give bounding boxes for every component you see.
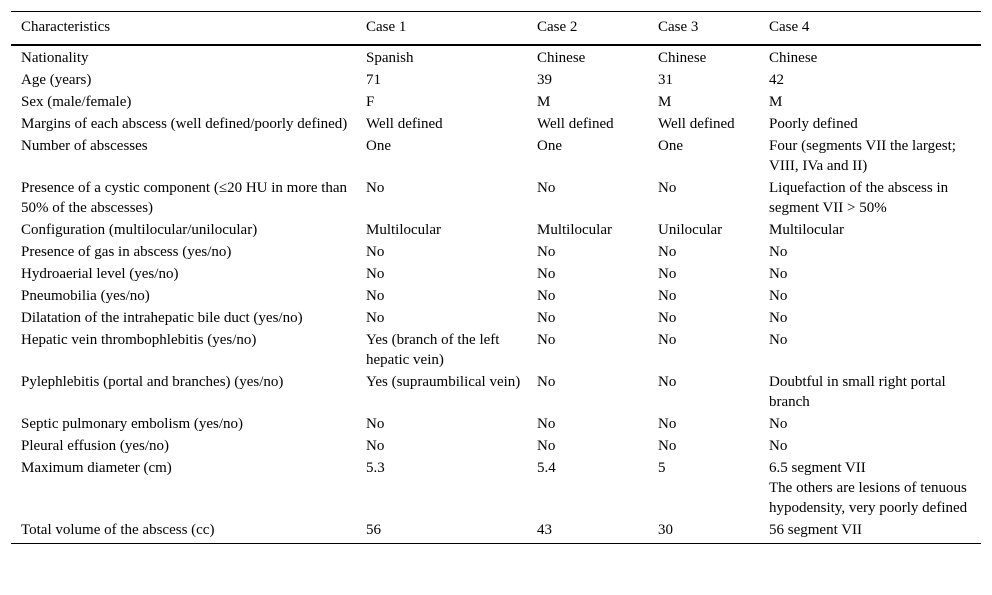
case-1-cell: Spanish	[366, 50, 414, 66]
characteristic-cell: Dilatation of the intrahepatic bile duct (yes/no)	[21, 310, 303, 326]
case-2-cell: No	[537, 180, 556, 196]
case-4-cell: 42	[769, 72, 784, 88]
header-case-1: Case 1	[366, 19, 407, 35]
case-3-cell: No	[658, 288, 677, 304]
header-case-3: Case 3	[658, 19, 699, 35]
case-2-cell: No	[537, 438, 556, 454]
header-case-2: Case 2	[537, 19, 578, 35]
table-row	[11, 329, 981, 371]
table-row	[11, 45, 981, 69]
case-2-cell: One	[537, 138, 562, 154]
table-row	[11, 519, 981, 544]
characteristic-cell: Nationality	[21, 50, 89, 66]
table-row	[11, 241, 981, 263]
case-3-cell: Chinese	[658, 50, 707, 66]
case-3-cell: No	[658, 266, 677, 282]
case-4-cell: No	[769, 416, 788, 432]
characteristic-cell: Pleural effusion (yes/no)	[21, 438, 170, 454]
characteristics-table	[11, 11, 981, 544]
case-1-cell: Yes (branch of the left hepatic vein)	[366, 332, 500, 368]
case-4-cell: Four (segments VII the largest; VIII, IVa and II)	[769, 138, 956, 174]
case-2-cell: No	[537, 374, 556, 390]
characteristic-cell: Maximum diameter (cm)	[21, 460, 172, 476]
case-2-cell: Well defined	[537, 116, 614, 132]
case-2-cell: No	[537, 244, 556, 260]
characteristic-cell: Presence of gas in abscess (yes/no)	[21, 244, 232, 260]
case-2-cell: No	[537, 416, 556, 432]
case-2-cell: M	[537, 94, 551, 110]
characteristic-cell: Margins of each abscess (well defined/poorly defined)	[21, 116, 348, 132]
characteristic-cell: Hydroaerial level (yes/no)	[21, 266, 179, 282]
case-3-cell: 30	[658, 522, 673, 538]
table-row	[11, 413, 981, 435]
case-2-cell: Multilocular	[537, 222, 612, 238]
table-row	[11, 219, 981, 241]
table-row	[11, 285, 981, 307]
case-3-cell: Unilocular	[658, 222, 723, 238]
case-1-cell: No	[366, 244, 385, 260]
case-2-cell: 43	[537, 522, 552, 538]
case-4-cell: No	[769, 288, 788, 304]
case-3-cell: 31	[658, 72, 673, 88]
characteristic-cell: Pneumobilia (yes/no)	[21, 288, 150, 304]
case-3-cell: No	[658, 180, 677, 196]
case-1-cell: No	[366, 416, 385, 432]
header-case-4: Case 4	[769, 19, 810, 35]
case-4-cell: No	[769, 332, 788, 348]
characteristic-cell: Presence of a cystic component (≤20 HU in more than 50% of the abscesses)	[21, 180, 348, 216]
characteristic-cell: Configuration (multilocular/unilocular)	[21, 222, 258, 238]
table-row	[11, 435, 981, 457]
case-1-cell: No	[366, 180, 385, 196]
case-2-cell: 39	[537, 72, 552, 88]
case-4-cell: M	[769, 94, 783, 110]
case-1-cell: Multilocular	[366, 222, 441, 238]
case-1-cell: 71	[366, 72, 381, 88]
case-2-cell: No	[537, 288, 556, 304]
case-1-cell: No	[366, 288, 385, 304]
header-characteristics: Characteristics	[21, 19, 111, 35]
characteristic-cell: Sex (male/female)	[21, 94, 132, 110]
case-3-cell: No	[658, 244, 677, 260]
case-3-cell: No	[658, 374, 677, 390]
case-1-cell: 5.3	[366, 460, 385, 476]
case-2-cell: 5.4	[537, 460, 556, 476]
case-2-cell: No	[537, 332, 556, 348]
table-row	[11, 135, 981, 177]
case-2-cell: Chinese	[537, 50, 586, 66]
case-3-cell: Well defined	[658, 116, 735, 132]
case-3-cell: M	[658, 94, 672, 110]
case-3-cell: No	[658, 416, 677, 432]
table-header	[11, 12, 981, 46]
case-4-cell: No	[769, 438, 788, 454]
table-row	[11, 91, 981, 113]
table-row	[11, 113, 981, 135]
table-row	[11, 69, 981, 91]
case-4-cell: Doubtful in small right portal branch	[769, 374, 946, 410]
case-4-cell: 56 segment VII	[769, 522, 863, 538]
case-4-cell: Liquefaction of the abscess in segment VII > 50%	[769, 180, 949, 216]
case-4-cell: Poorly defined	[769, 116, 858, 132]
characteristic-cell: Age (years)	[21, 72, 92, 88]
table-row	[11, 371, 981, 413]
table-row	[11, 457, 981, 519]
case-2-cell: No	[537, 310, 556, 326]
characteristic-cell: Pylephlebitis (portal and branches) (yes/no)	[21, 374, 284, 390]
case-4-cell: Chinese	[769, 50, 818, 66]
case-4-cell: No	[769, 266, 788, 282]
case-4-cell: 6.5 segment VII The others are lesions of tenuous hypodensity, very poorly defined	[769, 460, 968, 516]
case-2-cell: No	[537, 266, 556, 282]
characteristic-cell: Number of abscesses	[21, 138, 148, 154]
case-1-cell: No	[366, 266, 385, 282]
table-body	[11, 45, 981, 544]
case-3-cell: No	[658, 438, 677, 454]
case-3-cell: No	[658, 310, 677, 326]
case-3-cell: One	[658, 138, 683, 154]
header-row	[11, 12, 981, 46]
table-row	[11, 177, 981, 219]
characteristic-cell: Septic pulmonary embolism (yes/no)	[21, 416, 244, 432]
case-1-cell: F	[366, 94, 375, 110]
case-4-cell: No	[769, 244, 788, 260]
case-1-cell: 56	[366, 522, 381, 538]
case-1-cell: No	[366, 438, 385, 454]
table-row	[11, 263, 981, 285]
case-1-cell: Well defined	[366, 116, 443, 132]
case-3-cell: No	[658, 332, 677, 348]
case-4-cell: Multilocular	[769, 222, 844, 238]
case-1-cell: One	[366, 138, 391, 154]
characteristic-cell: Hepatic vein thrombophlebitis (yes/no)	[21, 332, 257, 348]
case-3-cell: 5	[658, 460, 666, 476]
case-1-cell: Yes (supraumbilical vein)	[366, 374, 521, 390]
table-row	[11, 307, 981, 329]
case-1-cell: No	[366, 310, 385, 326]
case-4-cell: No	[769, 310, 788, 326]
characteristic-cell: Total volume of the abscess (cc)	[21, 522, 215, 538]
